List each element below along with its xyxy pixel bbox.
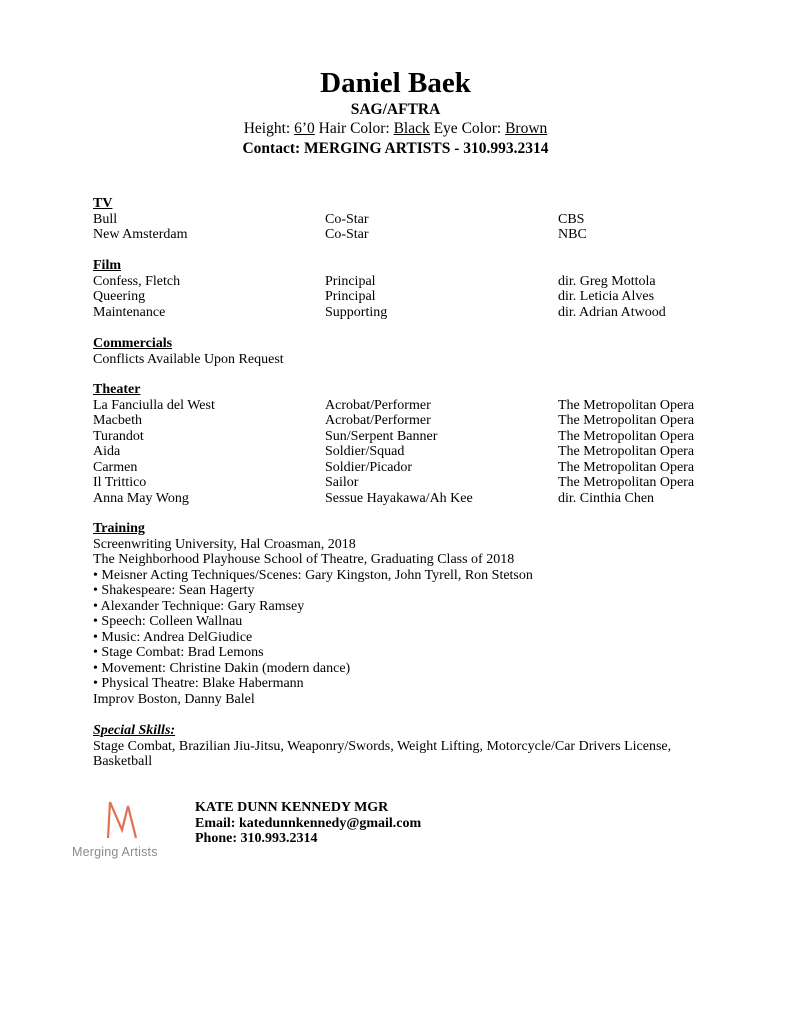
credit-title: Il Trittico [93,475,147,490]
table-row [93,212,733,228]
agent-name: KATE DUNN KENNEDY MGR [195,800,389,815]
table-row [93,413,733,429]
credit-role: Acrobat/Performer [325,413,431,428]
training-section [93,521,733,707]
credit-director: dir. Cinthia Chen [558,490,655,506]
agent-phone: Phone: 310.993.2314 [195,831,318,846]
credit-role: Co-Star [325,227,369,242]
height-label: Height: [243,120,291,137]
eye-value: Brown [505,120,548,137]
credit-title: Confess, Fletch [93,273,181,289]
training-bullet: • Physical Theatre: Blake Habermann [93,676,304,691]
physical-stats [0,120,791,138]
training-bullet: • Alexander Technique: Gary Ramsey [93,598,305,614]
tv-section [93,196,733,243]
table-row [93,398,733,414]
credit-title: Maintenance [93,304,166,320]
credit-role: Sailor [325,475,359,490]
height-value: 6’0 [294,120,315,137]
union-affiliation: SAG/AFTRA [350,101,441,118]
commercials-text: Conflicts Available Upon Request [93,351,284,367]
credit-role: Acrobat/Performer [325,397,431,413]
table-row [93,274,733,290]
credit-network: NBC [558,227,587,242]
training-bullet: • Music: Andrea DelGiudice [93,629,253,645]
training-bullet: • Meisner Acting Techniques/Scenes: Gary Kingston, John Tyrell, Ron Stetson [93,567,533,583]
theater-section [93,382,733,506]
theater-title: Theater [93,382,141,397]
eye-label: Eye Color: [433,120,502,137]
training-item: The Neighborhood Playhouse School of Theatre, Graduating Class of 2018 [93,552,515,567]
credit-role: Supporting [325,304,388,320]
credit-role: Sessue Hayakawa/Ah Kee [325,490,473,506]
training-bullet: • Speech: Colleen Wallnau [93,614,243,629]
table-row [93,429,733,445]
commercials-section [93,336,733,367]
training-item: Screenwriting University, Hal Croasman, 2018 [93,536,356,552]
skills-text: Stage Combat, Brazilian Jiu-Jitsu, Weaponry/Swords, Weight Lifting, Motorcycle/Car Drivers License, Basketball [93,738,672,769]
credit-company: The Metropolitan Opera [558,459,695,475]
table-row [93,227,733,243]
credit-company: The Metropolitan Opera [558,428,695,444]
credit-role: Principal [325,273,376,289]
logo-m-mark [108,802,136,838]
credit-title: Turandot [93,428,144,444]
credit-company: The Metropolitan Opera [558,413,695,428]
table-row [93,289,733,305]
skills-section [93,723,733,770]
film-title: Film [93,258,121,273]
commercials-title: Commercials [93,336,173,351]
credit-title: Bull [93,211,118,227]
credit-role: Soldier/Picador [325,459,413,475]
credit-company: The Metropolitan Opera [558,444,695,459]
credit-director: dir. Leticia Alves [558,289,655,304]
agent-email: Email: katedunnkennedy@gmail.com [195,815,422,831]
credit-title: Macbeth [93,413,142,428]
table-row [93,491,733,507]
credit-director: dir. Adrian Atwood [558,304,666,320]
credit-company: The Metropolitan Opera [558,397,695,413]
skills-title: Special Skills: [93,723,176,738]
credit-network: CBS [558,211,585,227]
credit-title: New Amsterdam [93,227,188,242]
training-bullet: • Movement: Christine Dakin (modern dance) [93,660,351,676]
credit-title: Aida [93,444,121,459]
actor-name: Daniel Baek [320,67,471,99]
credit-role: Sun/Serpent Banner [325,428,438,444]
hair-value: Black [393,120,430,137]
credit-role: Principal [325,289,376,304]
credit-title: Carmen [93,459,138,475]
hair-label: Hair Color: [318,120,390,137]
table-row [93,460,733,476]
credit-title: Anna May Wong [93,490,189,506]
logo-text: Merging Artists [72,845,158,859]
training-bullet: • Shakespeare: Sean Hagerty [93,583,255,598]
credit-role: Co-Star [325,211,369,227]
training-title: Training [93,521,145,536]
training-bullet: • Stage Combat: Brad Lemons [93,645,264,660]
credit-title: Queering [93,289,146,304]
credit-director: dir. Greg Mottola [558,273,656,289]
table-row [93,475,733,491]
training-item: Improv Boston, Danny Balel [93,691,255,707]
agent-contact-block [195,800,421,847]
tv-title: TV [93,196,113,211]
credit-company: The Metropolitan Opera [558,475,695,490]
table-row [93,444,733,460]
film-section [93,258,733,320]
contact-line: Contact: MERGING ARTISTS - 310.993.2314 [242,140,549,157]
credit-role: Soldier/Squad [325,444,405,459]
table-row [93,305,733,321]
credit-title: La Fanciulla del West [93,397,215,413]
